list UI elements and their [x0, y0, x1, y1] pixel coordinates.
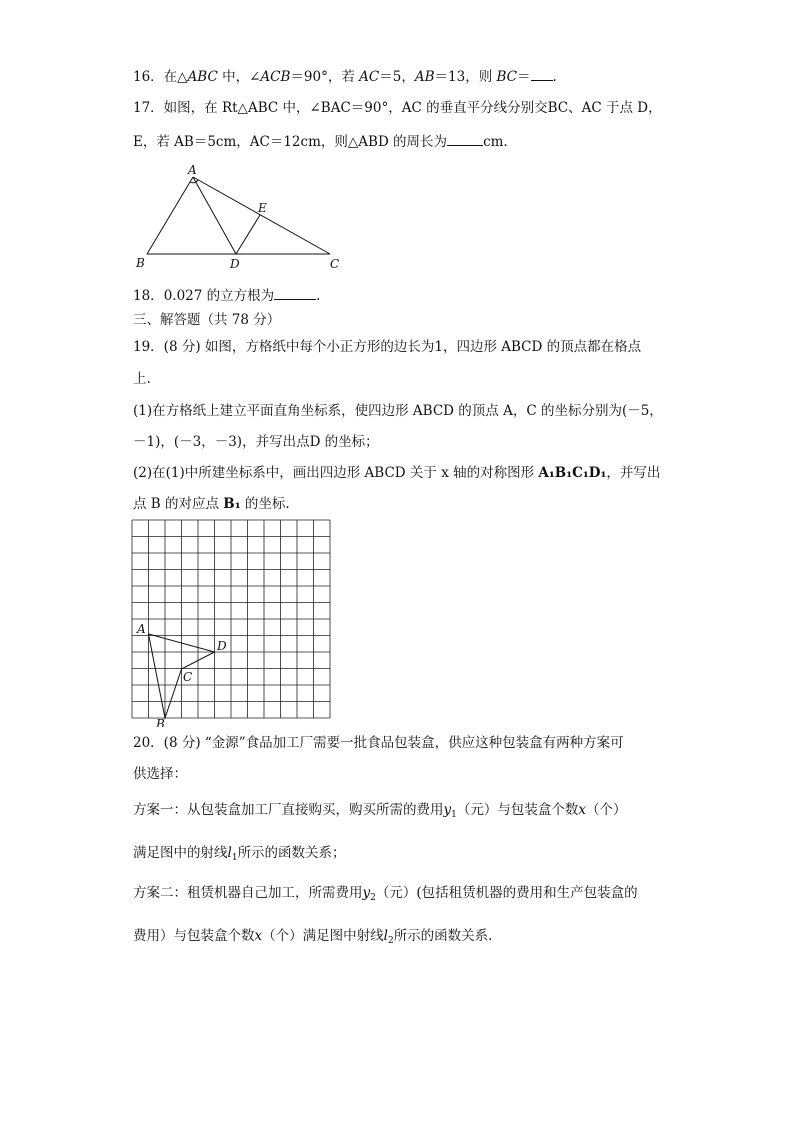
triangle-figure: [130, 160, 350, 275]
answer-blank: [447, 131, 483, 146]
label-e: E: [258, 201, 267, 215]
label-c: C: [183, 670, 193, 684]
segment-ac: [193, 177, 330, 254]
question-20-line6: 费用）与包装盒个数x（个）满足图中射线$l_2$所示的函数关系.: [133, 928, 493, 946]
question-20-line1: 20．(8 分) “金源”食品加工厂需要一批食品包装盒，供应这种包装盒有两种方案可: [133, 735, 624, 751]
answer-blank: [531, 66, 553, 81]
question-19-line3: (1)在方格纸上建立平面直角坐标系，使四边形 ABCD 的顶点 A，C 的坐标分别为(－5，: [133, 403, 663, 419]
label-a: A: [188, 163, 197, 177]
question-18: 18．0.027 的立方根为 .: [133, 285, 320, 305]
question-20-line4: 满足图中的射线$l_1$所示的函数关系；: [133, 845, 346, 863]
question-19-line5: (2)在(1)中所建坐标系中，画出四边形 ABCD 关于 x 轴的对称图形 A₁B₁C₁D₁，并写出: [133, 465, 661, 481]
question-17-line1: 17．如图，在 Rt△ABC 中，∠BAC＝90°，AC 的垂直平分线分别交BC、AC 于点 D，: [133, 100, 662, 116]
label-d: D: [230, 257, 240, 271]
grid-figure: [125, 515, 340, 727]
answer-blank: [274, 285, 316, 300]
label-d: D: [217, 639, 227, 653]
label-c: C: [330, 257, 340, 271]
question-19-line2: 上.: [133, 371, 151, 387]
question-20-line2: 供选择：: [133, 766, 187, 782]
question-20-line3: 方案一：从包装盒加工厂直接购买，购买所需的费用$y_1$（元）与包装盒个数x（个）: [133, 802, 627, 820]
section-heading: 三、解答题（共 78 分）: [133, 312, 281, 328]
question-20-line5: 方案二：租赁机器自己加工，所需费用$y_2$（元）(包括租赁机器的费用和生产包装盒的: [133, 885, 638, 903]
label-b: B: [136, 256, 145, 270]
segment-de: [236, 215, 260, 254]
question-19-line6: 点 B 的对应点 B₁ 的坐标.: [133, 496, 290, 512]
question-19-line4: －1)，(－3，－3)，并写出点D 的坐标；: [133, 434, 379, 450]
question-19-line1: 19．(8 分) 如图，方格纸中每个小正方形的边长为1，四边形 ABCD 的顶点都在格点: [133, 339, 642, 355]
label-a: A: [137, 622, 146, 636]
question-17-line2: E，若 AB＝5cm，AC＝12cm，则△ABD 的周长为 cm.: [133, 131, 508, 151]
label-b: B: [156, 717, 165, 727]
question-16: 16．在△ABC 中，∠ACB＝90°，若 AC＝5，AB＝13，则 BC＝ .: [133, 66, 557, 86]
segment-ab: [147, 177, 193, 254]
